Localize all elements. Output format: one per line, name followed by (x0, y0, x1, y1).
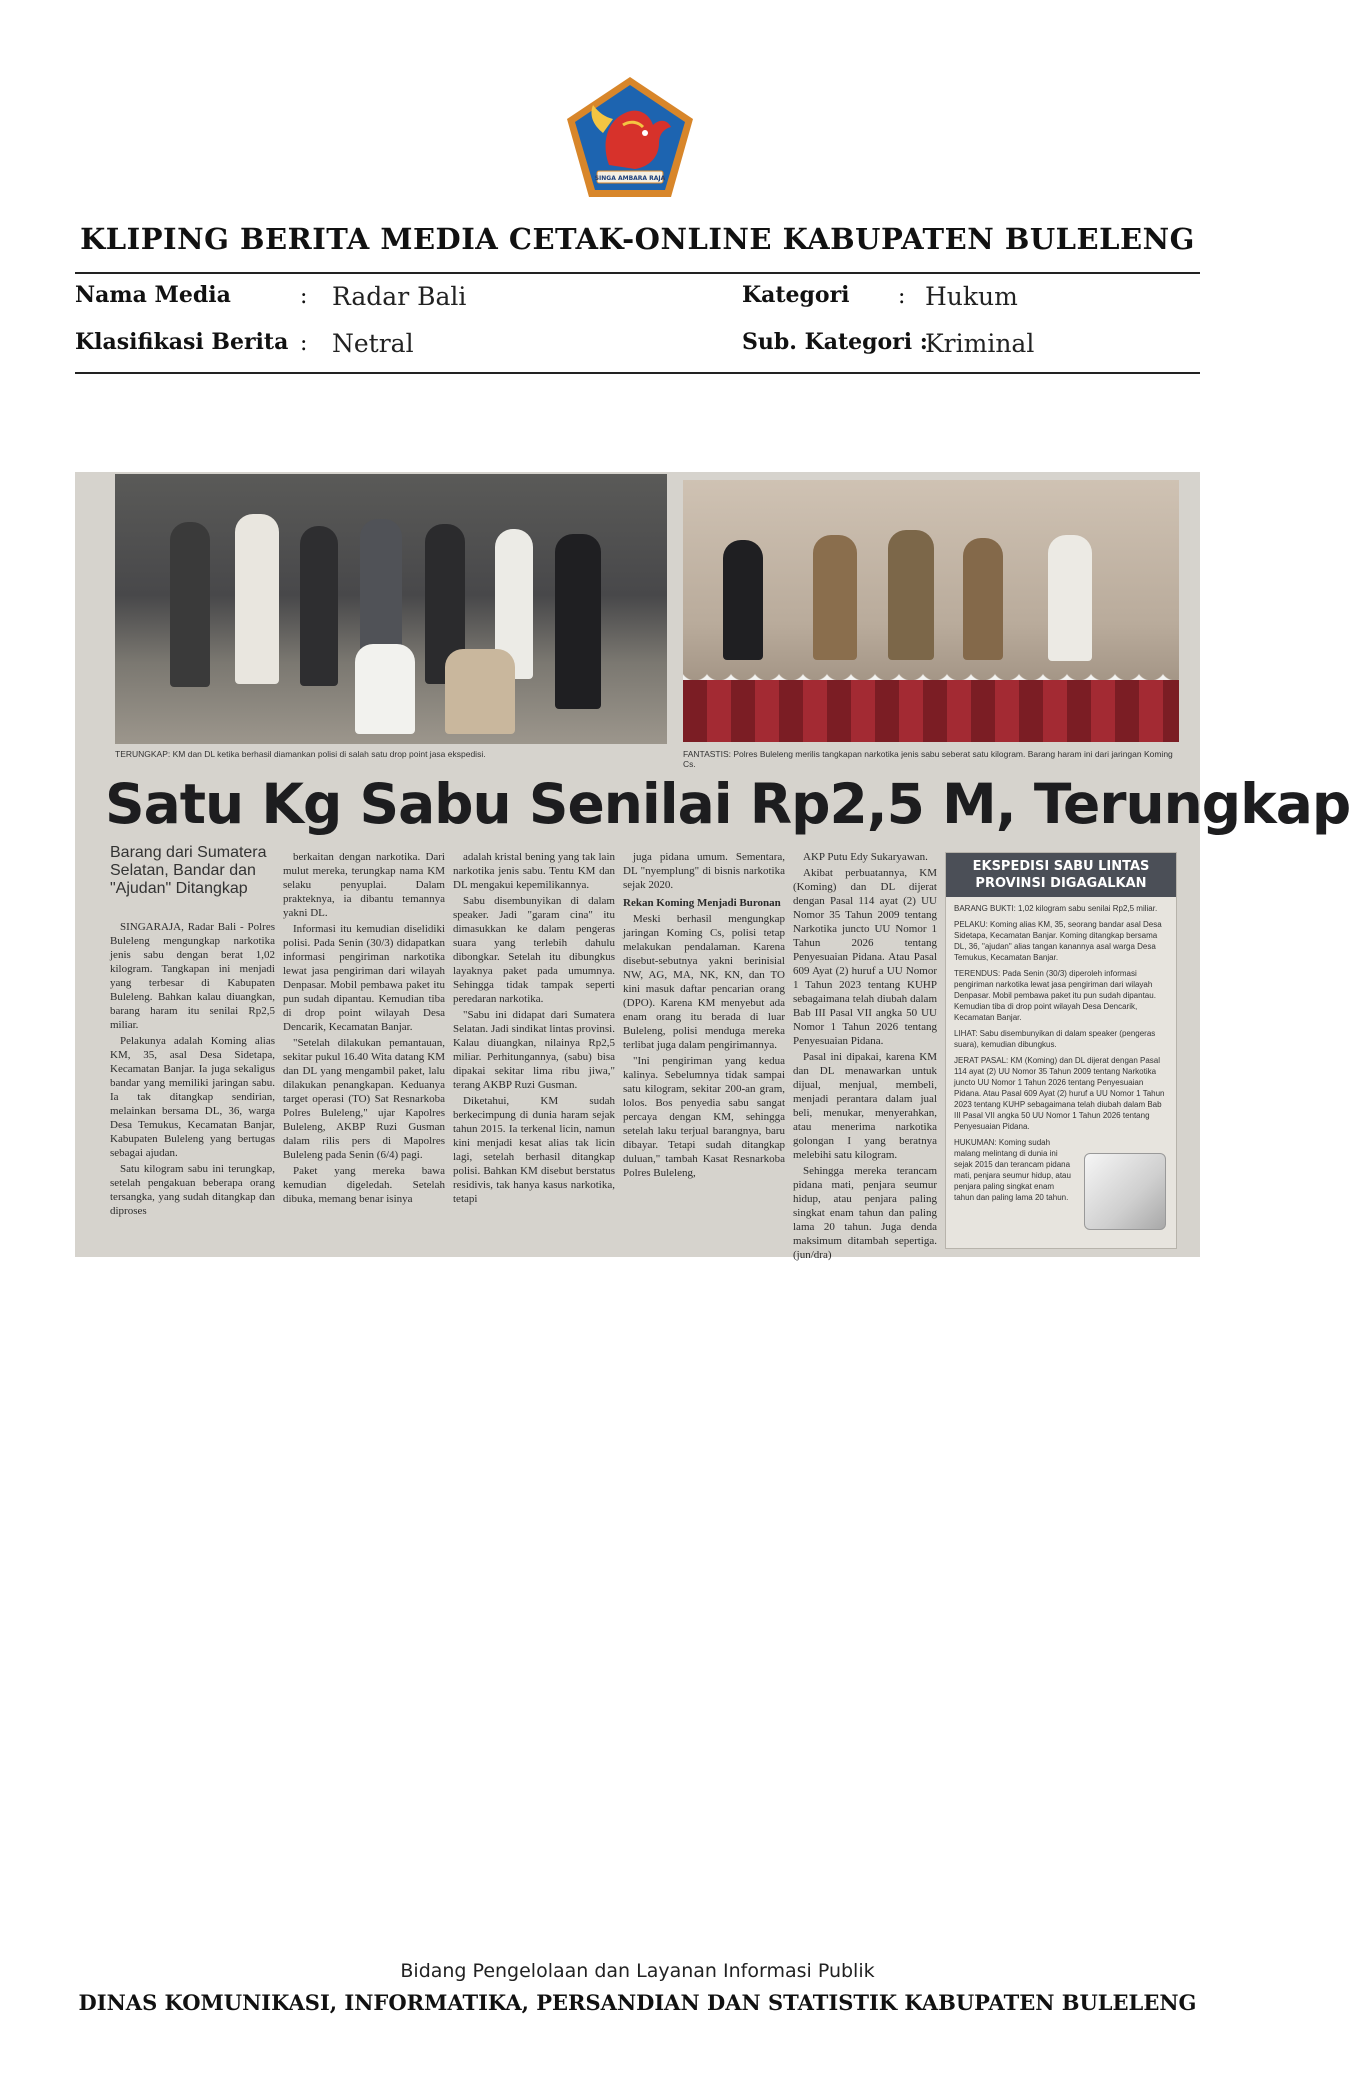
paragraph: adalah kristal bening yang tak lain narkotika jenis sabu. Tentu KM dan DL mengakui kepemilikannya. (453, 851, 615, 891)
infobox-item: TERENDUS: Pada Senin (30/3) diperoleh informasi pengiriman narkotika lewat jasa pengiriman dari wilayah Denpasar. Mobil pembawa paket itu pun sudah dipantau. Kemudian tiba di drop point wilayah Desa Dencarik, Kecamatan Banjar. (954, 969, 1156, 1022)
paragraph: SINGARAJA, Radar Bali - Polres Buleleng mengungkap narkotika jenis sabu dengan berat 1,02 kilogram. Tangkapan ini menjadi yang terbesar di Kabupaten Buleleng. Bahkan kalau diuangkan, barang haram itu senilai Rp2,5 miliar. (110, 921, 275, 1031)
media-colon: : (300, 284, 308, 309)
paragraph: juga pidana umum. Sementara, DL "nyemplung" di bisnis narkotika sejak 2020. (623, 851, 785, 891)
article-deck: Barang dari Sumatera Selatan, Bandar dan "Ajudan" Ditangkap (110, 844, 267, 897)
document-title: KLIPING BERITA MEDIA CETAK-ONLINE KABUPATEN BULELENG (80, 222, 1195, 256)
infobox-item: BARANG BUKTI: 1,02 kilogram sabu senilai Rp2,5 miliar. (954, 904, 1158, 913)
category-label: Kategori (742, 282, 850, 308)
paragraph: AKP Putu Edy Sukaryawan. (803, 851, 928, 863)
paragraph: berkaitan dengan narkotika. Dari mulut mereka, terungkap nama KM selaku penyuplai. Dalam prakteknya, ia dibantu temannya yakni DL. (283, 851, 445, 919)
paragraph: Meski berhasil mengungkap jaringan Koming Cs, polisi tetap melakukan pendalaman. Karena disebut-sebutnya yakni berinisial NW, AG, MA, NK, KN, dan TO kini masuk daftar pencarian orang (DPO). Karena KM menyebut ada enam orang itu berada di luar Buleleng, polisi menduga mereka terlibat juga dalam pengirimannya. (623, 913, 785, 1051)
svg-text:SINGA AMBARA RAJA: SINGA AMBARA RAJA (594, 175, 666, 182)
article-column-2 (283, 850, 445, 1208)
footer-agency: DINAS KOMUNIKASI, INFORMATIKA, PERSANDIAN DAN STATISTIK KABUPATEN BULELENG (78, 1990, 1197, 2015)
category-value: Hukum (925, 282, 1018, 311)
subcategory-label: Sub. Kategori : (742, 329, 928, 355)
paragraph: Sabu disembunyikan di dalam speaker. Jadi "garam cina" itu dimasukkan ke dalam pengeras suara yang terlebih dahulu dibongkar. Setelah itu dibungkus layaknya paket pada umumnya. Sehingga tidak tampak seperti peredaran narkotika. (453, 895, 615, 1005)
infobox-item: PELAKU: Koming alias KM, 35, seorang bandar asal Desa Sidetapa, Kecamatan Banjar. Koming ditangkap bersama DL, 36, "ajudan" alias tangan kanannya asal warga Desa Temukus, Kecamatan Banjar. (954, 920, 1162, 962)
infobox-item: HUKUMAN: Koming sudah malang melintang di dunia ini sejak 2015 dan terancam pidana mati, penjara seumur hidup, atau penjara paling singkat enam tahun dan paling lama 20 tahun. (954, 1138, 1071, 1202)
subcategory-value: Kriminal (925, 329, 1035, 358)
paragraph: Informasi itu kemudian diselidiki polisi. Pada Senin (30/3) didapatkan informasi pengiriman narkotika lewat jasa pengiriman dari wilayah Denpasar. Mobil pembawa paket itu pun sudah dipantau. Kemudian tiba di drop point wilayah Desa Dencarik, Kecamatan Banjar. (283, 923, 445, 1033)
paragraph: "Sabu ini didapat dari Sumatera Selatan. Jadi sindikat lintas provinsi. Kalau diuangkan, nilainya Rp2,5 miliar. Perhitungannya, (sabu) bisa dipakai sekitar lima ribu jiwa," terang AKBP Ruzi Gusman. (453, 1009, 615, 1091)
article-column-1 (110, 920, 275, 1220)
paragraph: Sehingga mereka terancam pidana mati, penjara seumur hidup, atau penjara paling singkat enam tahun dan paling lama 20 tahun. Juga denda maksimum ditambah sepertiga. (jun/dra) (793, 1165, 937, 1261)
article-headline: Satu Kg Sabu Senilai Rp2,5 M, Terungkap (105, 772, 1350, 836)
evidence-package-image (1084, 1153, 1166, 1230)
paragraph: Pelakunya adalah Koming alias KM, 35, asal Desa Sidetapa, Kecamatan Banjar. Ia juga sekaligus bandar yang memiliki jaringan sabu. Ia tak ditangkap sendirian, melainkan bersama DL, 36, warga Desa Temukus, Kecamatan Banjar, Kabupaten Buleleng yang bertugas sebagai ajudan. (110, 1035, 275, 1159)
category-colon: : (898, 284, 906, 309)
infobox-item: JERAT PASAL: KM (Koming) dan DL dijerat dengan Pasal 114 ayat (2) UU Nomor 35 Tahun 2009 tentang Narkotika juncto UU Nomor 1 Tahun 2026 tentang Penyesuaian Pidana. Atau Pasal 609 Ayat (2) huruf a UU Nomor 1 Tahun 2023 tentang KUHP sebagaimana telah diubah dalam Bab III Pasal VII angka 50 UU Nomor 1 Tahun 2026 tentang Penyesuaian Pidana. (954, 1056, 1165, 1131)
meta-rule (75, 372, 1200, 374)
paragraph: "Ini pengiriman yang kedua kalinya. Sebelumnya tidak sampai satu kilogram, sekitar 200-an gram, lolos. Bos penyedia sabu sangat percaya dengan KM, sehingga setelah laku terjual barangnya, baru dibayar. Tetapi sudah ditangkap duluan," tambah Kasat Resnarkoba Polres Buleleng, (623, 1055, 785, 1179)
paragraph: Diketahui, KM sudah berkecimpung di dunia haram sejak tahun 2015. Ia terkenal licin, namun kini menjadi kesat alias tak licin lagi, setelah berhasil ditangkap polisi. Bahkan KM disebut berstatus residivis, tak hanya kasus narkotika, tetapi (453, 1095, 615, 1205)
article-column-5 (793, 850, 937, 1264)
paragraph: Akibat perbuatannya, KM (Koming) dan DL dijerat dengan Pasal 114 ayat (2) UU Nomor 35 Tahun 2009 tentang Narkotika juncto UU Nomor 1 Tahun 2026 tentang Penyesuaian Pidana. Atau Pasal 609 Ayat (2) huruf a UU Nomor 1 Tahun 2023 tentang KUHP sebagaimana telah diubah dalam Bab III Pasal VII angka 50 UU Nomor 1 Tahun 2026 tentang Penyesuaian Pidana. (793, 867, 937, 1047)
classification-value: Netral (332, 329, 414, 358)
paragraph: Pasal ini dipakai, karena KM dan DL menawarkan untuk dijual, menjual, membeli, menjadi perantara dalam jual beli, menukar, menyerahkan, atau menerima narkotika golongan I yang beratnya melebihi satu kilogram. (793, 1051, 937, 1161)
infobox-title: EKSPEDISI SABU LINTAS PROVINSI DIGAGALKAN (946, 853, 1176, 897)
arrest-photo (115, 474, 667, 744)
article-column-3 (453, 850, 615, 1208)
paragraph: "Setelah dilakukan pemantauan, sekitar pukul 16.40 Wita datang KM dan DL yang mengambil paket, lalu dilakukan penangkapan. Keduanya target operasi (TO) Sat Resnarkoba Polres Buleleng," ujar Kapolres Buleleng, AKBP Ruzi Gusman dalam rilis pers di Mapolres Buleleng pada Senin (6/4) pagi. (283, 1037, 445, 1161)
subheading: Rekan Koming Menjadi Buronan (623, 897, 781, 909)
article-column-4 (623, 850, 785, 1182)
media-value: Radar Bali (332, 282, 467, 311)
right-photo-caption: FANTASTIS: Polres Buleleng merilis tangkapan narkotika jenis sabu seberat satu kilogram. Barang haram ini dari jaringan Koming Cs. (683, 749, 1173, 769)
paragraph: Satu kilogram sabu ini terungkap, setelah pengakuan beberapa orang tersangka, yang sudah ditangkap dan diproses (110, 1163, 275, 1217)
newspaper-clipping (75, 472, 1350, 1261)
left-photo-caption: TERUNGKAP: KM dan DL ketika berhasil diamankan polisi di salah satu drop point jasa ekspedisi. (115, 749, 486, 759)
paragraph: Paket yang mereka bawa kemudian digeledah. Setelah dibuka, memang benar isinya (283, 1165, 445, 1205)
infobox (945, 852, 1177, 1249)
classification-colon: : (300, 331, 308, 356)
regency-logo (563, 73, 697, 201)
footer-division: Bidang Pengelolaan dan Layanan Informasi Publik (400, 1960, 875, 1982)
infobox-item: LIHAT: Sabu disembunyikan di dalam speaker (pengeras suara), kemudian dibungkus. (954, 1029, 1156, 1049)
singa-ambara-raja-emblem (563, 73, 697, 201)
press-release-photo (683, 480, 1179, 742)
media-label: Nama Media (75, 282, 231, 308)
title-rule (75, 272, 1200, 274)
classification-label: Klasifikasi Berita (75, 329, 289, 355)
